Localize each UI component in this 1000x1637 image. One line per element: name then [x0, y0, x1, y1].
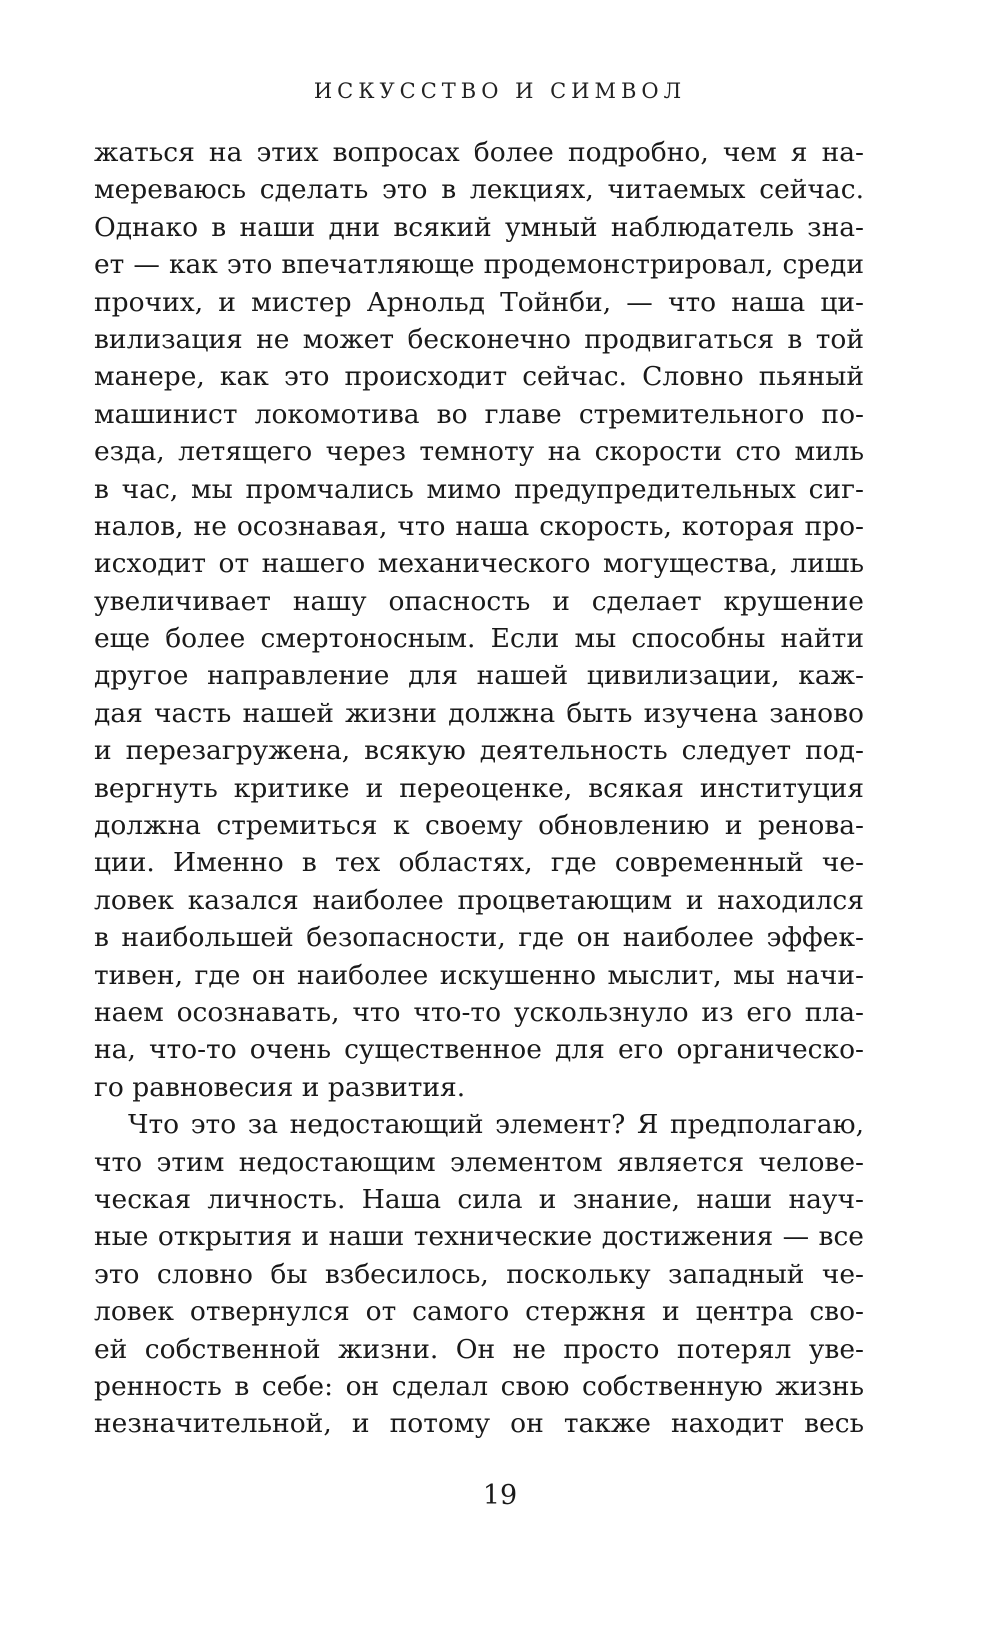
- text-line: ей собственной жизни. Он не просто потерял уве-: [94, 1333, 864, 1365]
- running-head: ИСКУССТВО И СИМВОЛ: [313, 79, 687, 103]
- text-line: жаться на этих вопросах более подробно, чем я на-: [94, 137, 864, 168]
- body-text: [94, 134, 864, 1443]
- text-line: это словно бы взбесилось, поскольку западный че-: [94, 1258, 864, 1290]
- text-line: ческая личность. Наша сила и знание, наши науч-: [94, 1183, 864, 1215]
- text-line: ции. Именно в тех областях, где современный че-: [94, 847, 864, 879]
- text-line: ные открытия и наши технические достижения — все: [94, 1221, 864, 1253]
- text-line: вилизация не может бесконечно продвигаться в той: [94, 323, 864, 355]
- text-line: увеличивает нашу опасность и сделает крушение: [94, 585, 864, 617]
- text-line: на, что-то очень существенное для его органическо-: [94, 1034, 864, 1066]
- text-line: прочих, и мистер Арнольд Тойнби, — что наша ци-: [94, 286, 864, 318]
- text-line: тивен, где он наиболее искушенно мыслит, мы начи-: [94, 959, 864, 991]
- text-line: вергнуть критике и переоценке, всякая институция: [94, 772, 864, 804]
- text-line: дая часть нашей жизни должна быть изучена заново: [94, 697, 864, 729]
- text-line: машинист локомотива во главе стремительного по-: [94, 398, 864, 430]
- text-line: го равновесия и развития.: [94, 1071, 466, 1103]
- text-line: в наибольшей безопасности, где он наиболее эффек-: [94, 922, 864, 954]
- text-line: что этим недостающим элементом является челове-: [94, 1146, 864, 1178]
- text-line: ловек отвернулся от самого стержня и центра сво-: [94, 1296, 864, 1328]
- text-line: Однако в наши дни всякий умный наблюдатель зна-: [94, 211, 864, 243]
- text-line: в час, мы промчались мимо предупредительных сиг-: [94, 473, 864, 505]
- text-line: исходит от нашего механического могущества, лишь: [94, 548, 864, 580]
- paragraph-2: [94, 1106, 864, 1443]
- text-line: налов, не осознавая, что наша скорость, которая про-: [94, 510, 864, 542]
- text-line: ловек казался наиболее процветающим и находился: [94, 884, 864, 916]
- text-line: наем осознавать, что что-то ускользнуло из его пла-: [94, 996, 864, 1028]
- text-line: манере, как это происходит сейчас. Словно пьяный: [94, 361, 864, 393]
- text-line: должна стремиться к своему обновлению и ренова-: [94, 810, 864, 842]
- page-number: 19: [482, 1480, 518, 1511]
- text-line: и перезагружена, всякую деятельность следует под-: [94, 735, 864, 767]
- text-line: ет — как это впечатляюще продемонстрировал, среди: [94, 249, 864, 281]
- text-line: другое направление для нашей цивилизации, каж-: [94, 660, 864, 692]
- text-line: езда, летящего через темноту на скорости сто миль: [94, 436, 864, 468]
- text-line: Что это за недостающий элемент? Я предполагаю,: [128, 1109, 864, 1141]
- text-line: ренность в себе: он сделал свою собственную жизнь: [94, 1370, 864, 1402]
- text-line: еще более смертоносным. Если мы способны найти: [94, 623, 864, 655]
- text-line: мереваюсь сделать это в лекциях, читаемых сейчас.: [94, 174, 864, 206]
- text-line: незначительной, и потому он также находит весь: [94, 1408, 864, 1440]
- paragraph-1: [94, 134, 864, 1106]
